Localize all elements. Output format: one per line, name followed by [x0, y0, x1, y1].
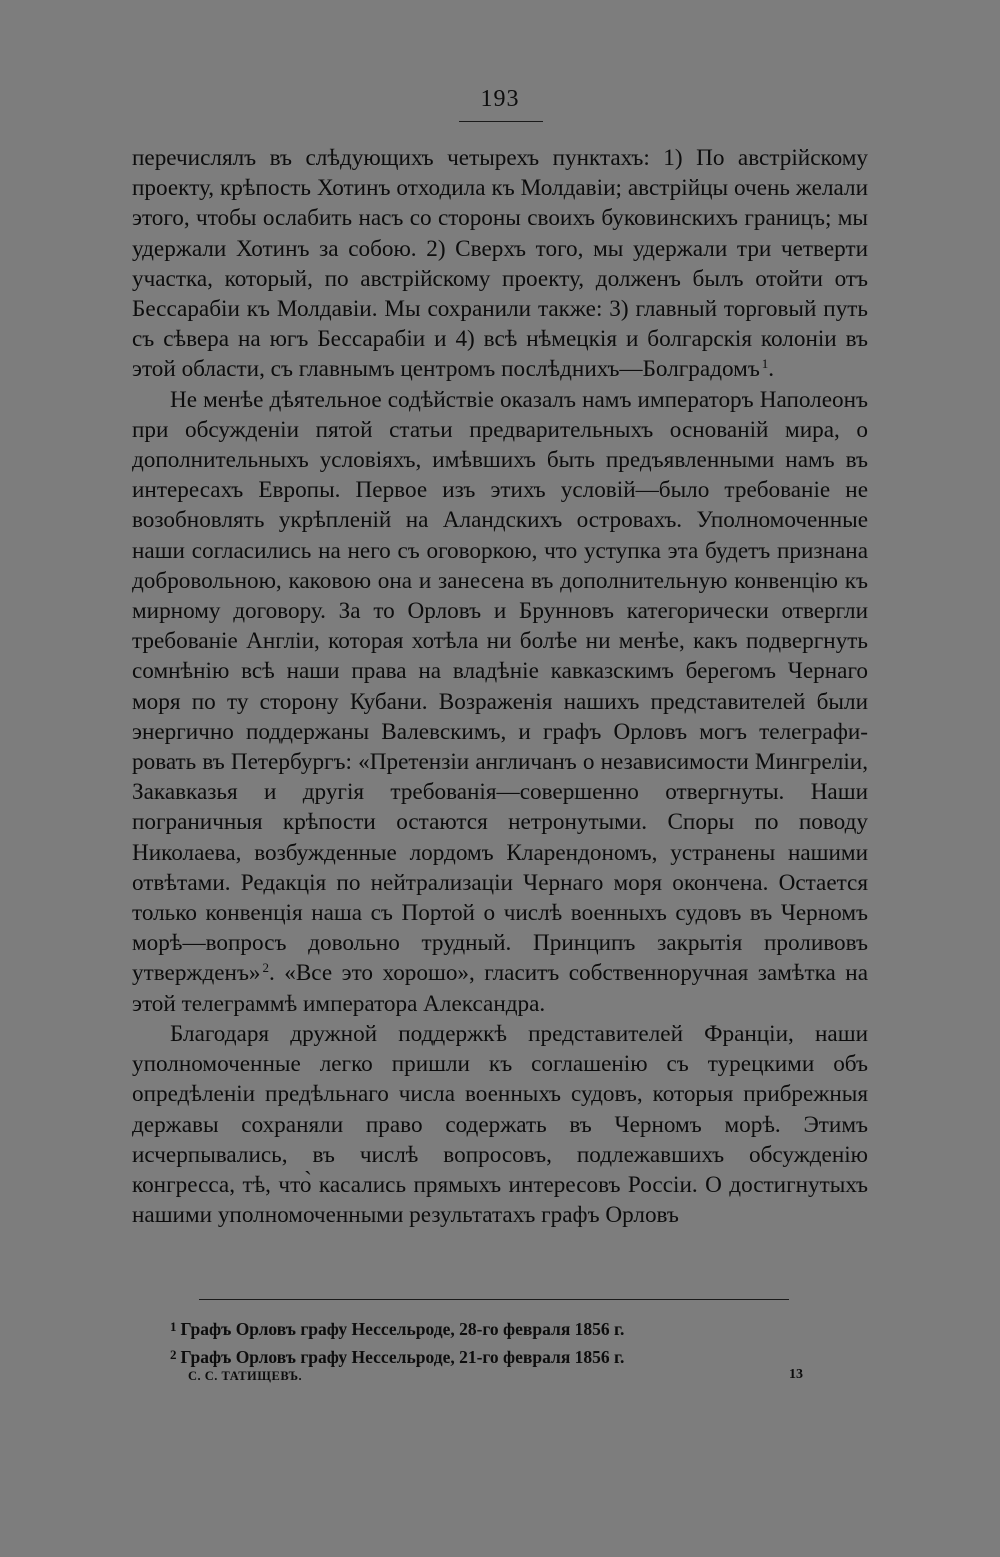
footnote-2-mark: 2 — [170, 1347, 177, 1362]
footnote-ref-1: 1 — [761, 356, 769, 372]
footnote-2-text: Графъ Орловъ графу Нессельроде, 21-го февраля 1856 г. — [180, 1347, 625, 1367]
footnote-1 — [170, 1314, 850, 1342]
footnote-2 — [170, 1342, 850, 1370]
paragraph-2-text: Не менѣе дѣятельное содѣйствіе оказалъ намъ императоръ Наполеонъ при обсужденіи пятой статьи предварительныхъ основаній мира, о дополнительныхъ условіяхъ, имѣвшихъ быть предъявленными намъ въ интересахъ Европы. Первое изъ этихъ условій—было требованіе не возобновлять укрѣпленій на Аландскихъ островахъ. Уполномоченные наши согласились на него съ оговоркою, что уступка эта будетъ признана добровольною, каковою она и занесена въ дополнительную конвенцію къ мирному договору. За то Орловъ и Брунновъ категорически отвергли требованіе Англіи, которая хотѣла ни болѣе ни менѣе, какъ подвергнуть сомнѣнію всѣ наши права на владѣніе кавказскимъ берегомъ Чернаго моря по ту сторону Кубани. Возраженія нашихъ представителей были энергично поддержаны Валевскимъ, и графъ Орловъ могъ телеграфировать въ Петербургъ: «Претензіи англичанъ о независимости Мингреліи, Закавказья и другія требованія—совершенно отвергнуты. Наши пограничныя крѣпости остаются нетронутыми. Споры по поводу Николаева, возбужденные лордомъ Кларендономъ, устранены нашими отвѣтами. Редакція по нейтрализаціи Чернаго моря окончена. Остается только конвенція наша съ Портой о числѣ военныхъ судовъ въ Черномъ морѣ—вопросъ довольно трудный. Принципъ закрытія проливовъ утвержденъ» — [132, 386, 868, 987]
footnotes — [170, 1314, 850, 1370]
signature-mark: С. С. ТАТИЩЕВЪ. — [188, 1369, 303, 1383]
paragraph-2-tail: . «Все это хорошо», гласитъ собственноручная замѣтка на этой телеграммѣ императора Александра. — [132, 960, 868, 1017]
footnote-divider — [199, 1299, 789, 1300]
main-text — [132, 143, 868, 1230]
page-number: 193 — [480, 86, 520, 112]
footnote-ref-2: 2 — [262, 960, 269, 976]
paragraph-2 — [132, 385, 868, 1019]
paragraph-3 — [132, 1019, 868, 1230]
page-number-underline — [459, 121, 543, 122]
footnote-1-text: Графъ Орловъ графу Нессельроде, 28-го февраля 1856 г. — [180, 1319, 625, 1339]
footnote-1-mark: 1 — [170, 1319, 177, 1334]
paragraph-1 — [132, 143, 868, 385]
paragraph-1-text: перечислялъ въ слѣдующихъ четырехъ пунктахъ: 1) По австрійскому проекту, крѣпость Хотинъ отходила къ Молдавіи; австрійцы очень желали этого, чтобы ослабить насъ со стороны своихъ буковинскихъ границъ; мы удержали Хотинъ за собою. 2) Сверхъ того, мы удержали три четверти участка, который, по австрійскому проекту, долженъ былъ отойти отъ Бессарабіи къ Молдавіи. Мы сохранили также: 3) главный торговый путь съ сѣвера на югъ Бессарабіи и 4) всѣ нѣмецкія и болгарскія колоніи въ этой области, съ главнымъ центромъ послѣднихъ—Болградомъ — [132, 145, 868, 383]
paragraph-3-text: Благодаря дружной поддержкѣ представителей Франціи, наши уполномоченные легко пришли къ соглашенію съ турецкими объ опредѣленіи предѣльнаго числа военныхъ судовъ, которыя прибрежныя державы сохраняли право содержать въ Черномъ морѣ. Этимъ исчерпывались, въ числѣ вопросовъ, подлежавшихъ обсужденію конгресса, тѣ, что̀ касались прямыхъ интересовъ Россіи. О достигнутыхъ нашими уполномоченными результатахъ графъ Орловъ — [132, 1020, 868, 1229]
sheet-number: 13 — [789, 1367, 803, 1382]
paragraph-1-tail: . — [768, 356, 775, 383]
